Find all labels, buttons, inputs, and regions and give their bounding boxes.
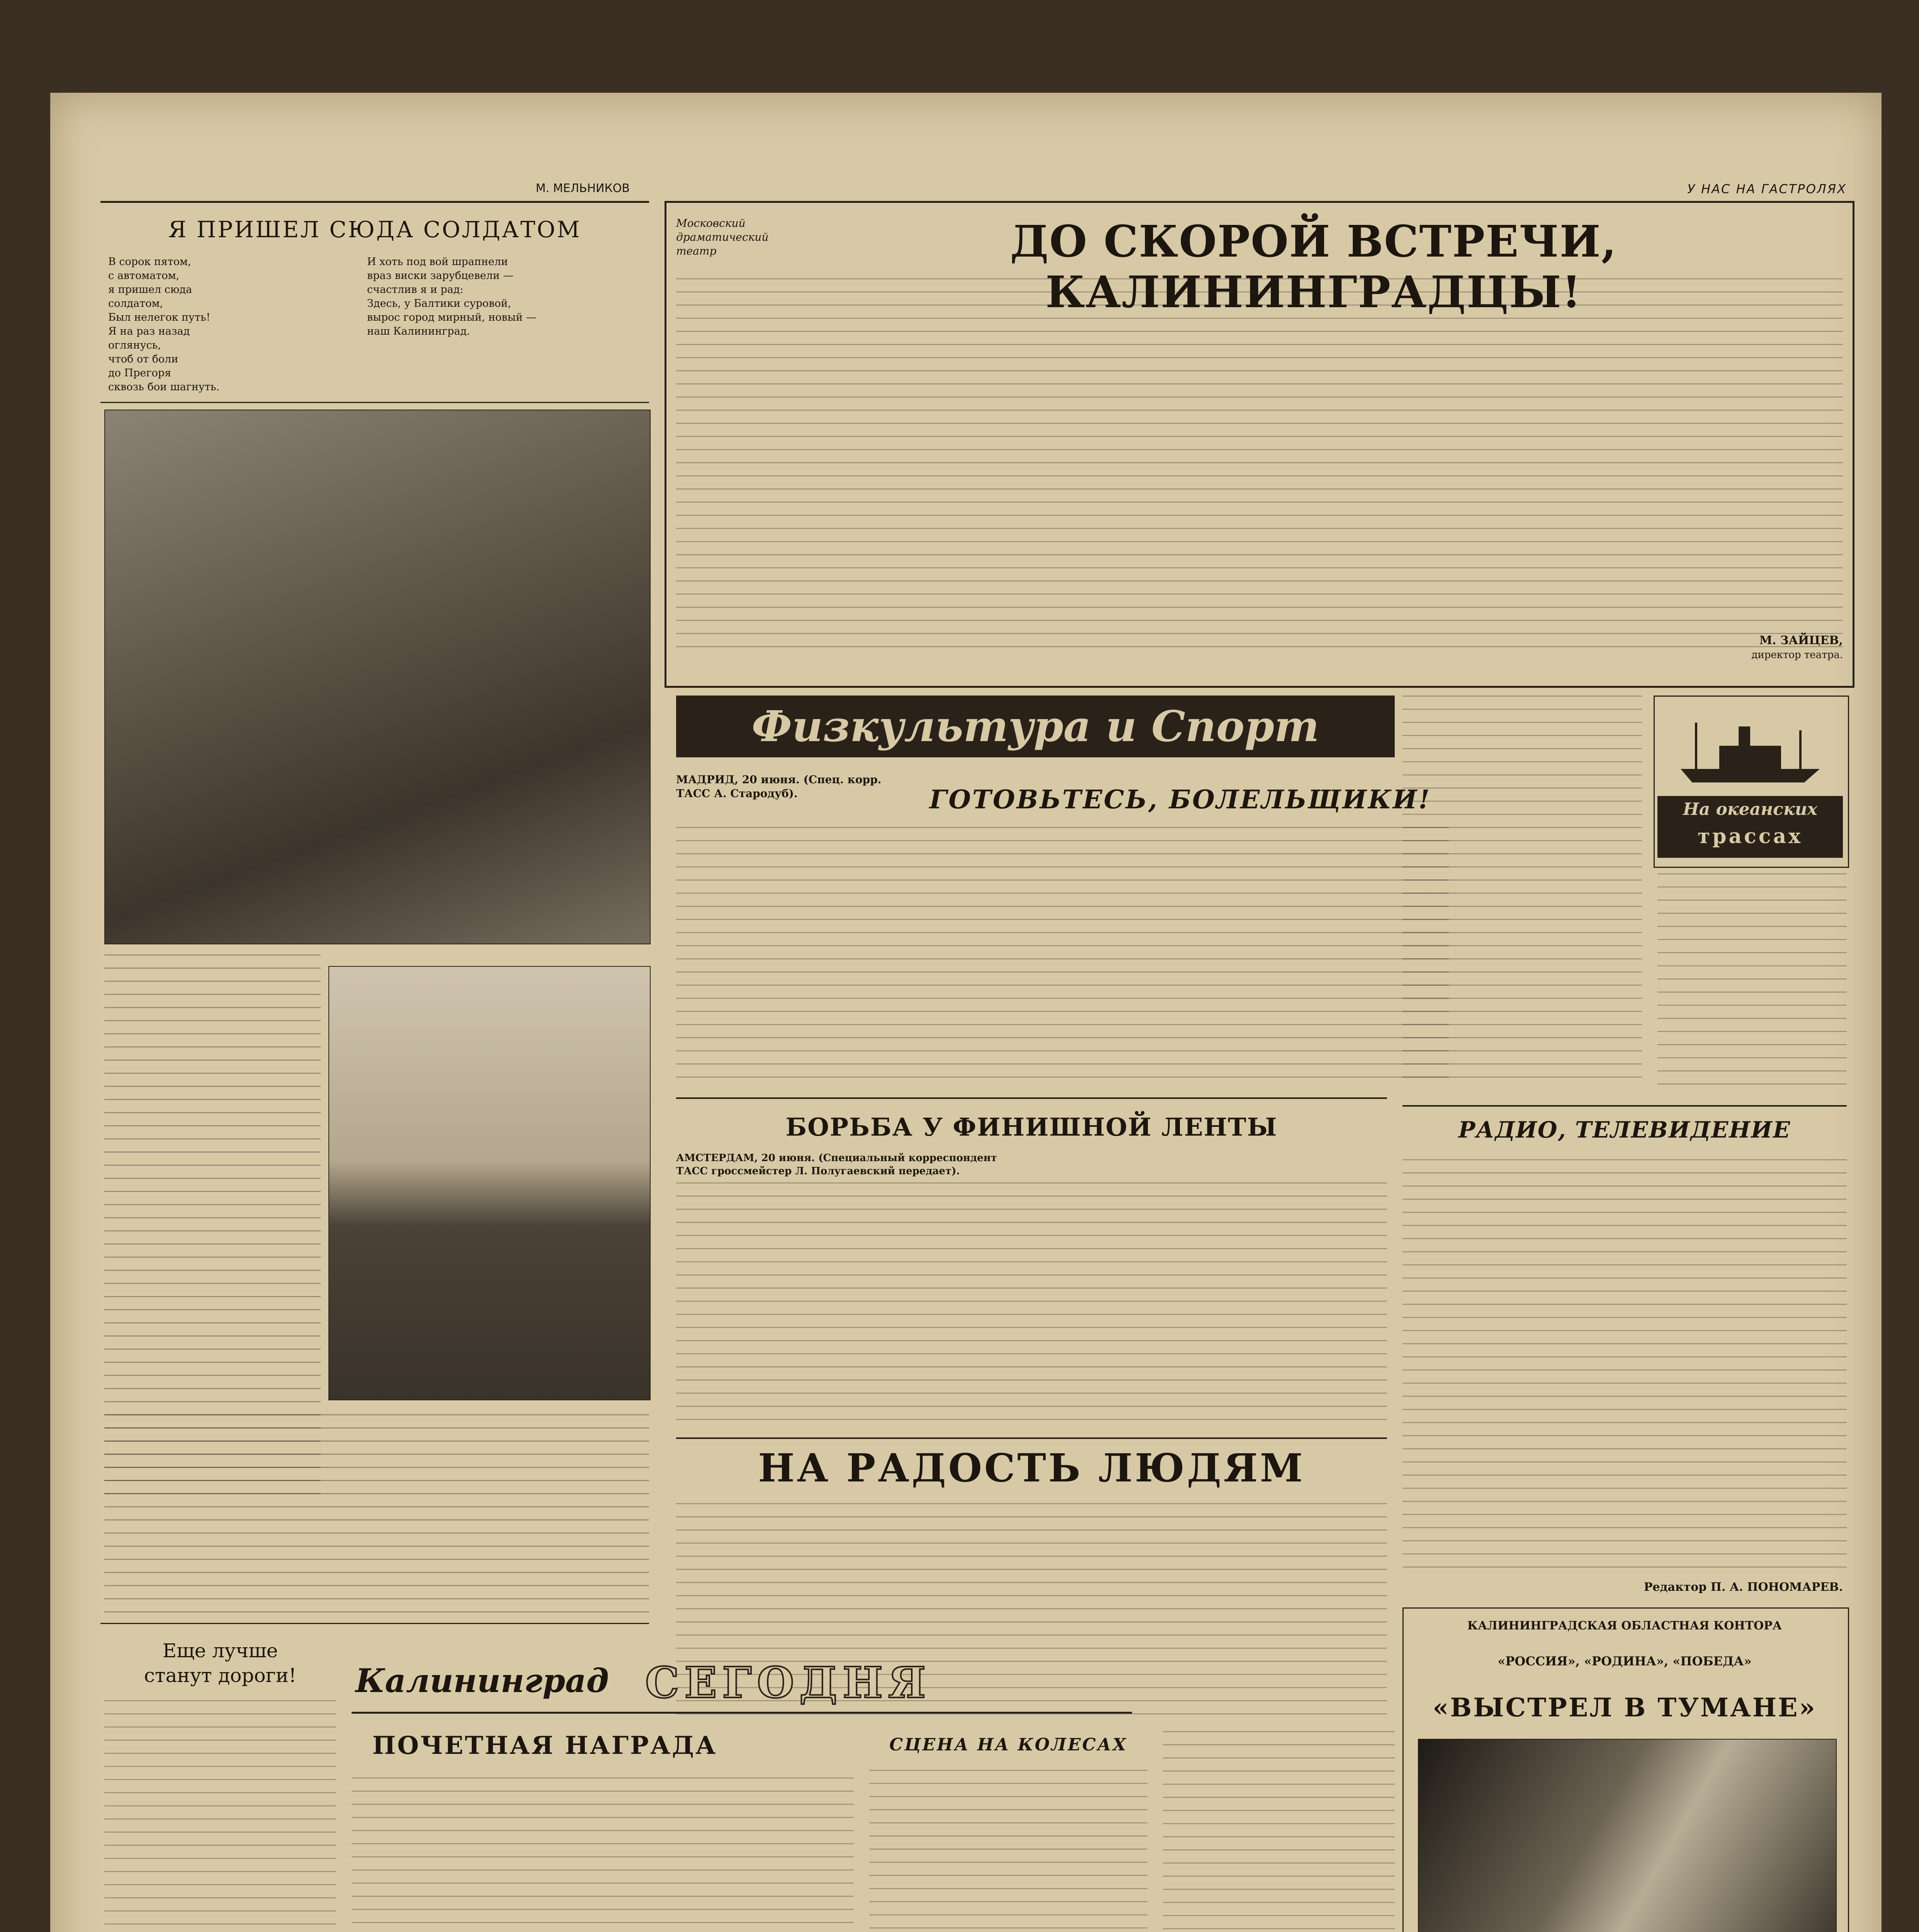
sport-text xyxy=(676,827,1449,1090)
sport-text-right xyxy=(1402,696,1642,1082)
sport-dateline: МАДРИД, 20 июня. (Спец. корр. ТАСС А. Стародуб). xyxy=(676,773,882,800)
stage-text xyxy=(869,1770,1147,1932)
radio-editor: Редактор П. А. ПОНОМАРЕВ. xyxy=(1644,1580,1843,1594)
joy-continuation xyxy=(1163,1731,1395,1932)
stage-headline: СЦЕНА НА КОЛЕСАХ xyxy=(889,1735,1128,1755)
tour-signature: М. ЗАЙЦЕВ, xyxy=(1759,634,1843,647)
tour-intro: Московский драматический театр xyxy=(676,217,769,257)
tour-text xyxy=(676,278,1843,657)
kino-title: «ВЫСТРЕЛ В ТУМАНЕ» xyxy=(1433,1692,1817,1723)
sport-headline: ГОТОВЬТЕСЬ, БОЛЕЛЬЩИКИ! xyxy=(929,784,1431,815)
war-ruins-photo xyxy=(104,410,651,944)
poem-title: Я ПРИШЕЛ СЮДА СОЛДАТОМ xyxy=(168,216,581,243)
film-still-photo xyxy=(1418,1739,1837,1932)
soldier-photo xyxy=(328,966,651,1400)
poem-left-column: В сорок пятом, с автоматом, я пришел сюда солдатом, Был нелегок путь! Я на раз назад оглянусь, чтоб от боли до Прегоря сквозь бои шагнуть. xyxy=(108,256,219,393)
ocean-banner: На океанских трассах xyxy=(1657,796,1843,858)
newspaper-page xyxy=(50,93,1882,1932)
radio-text xyxy=(1402,1159,1847,1569)
chess-headline: БОРЬБА У ФИНИШНОЙ ЛЕНТЫ xyxy=(785,1113,1278,1142)
roads-text xyxy=(104,1700,336,1932)
poem-right-column: И хоть под вой шрапнели враз виски зарубцевели — счастлив я и рад: Здесь, у Балтики суровой, вырос город мирный, новый — наш Калининград. xyxy=(367,256,537,337)
radio-headline: РАДИО, ТЕЛЕВИДЕНИЕ xyxy=(1458,1117,1791,1143)
award-text xyxy=(352,1777,854,1932)
chess-text xyxy=(676,1182,1387,1430)
kino-cinemas: «РОССИЯ», «РОДИНА», «ПОБЕДА» xyxy=(1497,1654,1752,1668)
ship-icon xyxy=(1673,711,1827,788)
war-text-column-2 xyxy=(104,1414,649,1615)
roads-headline: Еще лучше станут дороги! xyxy=(144,1639,297,1687)
tour-headline: ДО СКОРОЙ ВСТРЕЧИ, КАЛИНИНГРАДЦЫ! xyxy=(1010,216,1617,318)
ocean-text xyxy=(1657,873,1847,1090)
joy-headline: НА РАДОСТЬ ЛЮДЯМ xyxy=(758,1445,1305,1491)
author-name: М. МЕЛЬНИКОВ xyxy=(535,182,630,195)
kino-org: КАЛИНИНГРАДСКАЯ ОБЛАСТНАЯ КОНТОРА xyxy=(1467,1619,1782,1633)
chess-dateline: АМСТЕРДАМ, 20 июня. (Специальный корреспондент ТАСС гроссмейстер Л. Полугаевский передает). xyxy=(676,1152,997,1177)
tour-rubric: У НАС НА ГАСТРОЛЯХ xyxy=(1687,182,1847,196)
sport-logo: Физкультура и Спорт xyxy=(676,696,1395,757)
kaliningrad-today-logo: Калининград СЕГОДНЯ xyxy=(352,1650,1132,1714)
award-headline: ПОЧЕТНАЯ НАГРАДА xyxy=(372,1731,717,1760)
tour-signature-role: директор театра. xyxy=(1751,649,1843,661)
